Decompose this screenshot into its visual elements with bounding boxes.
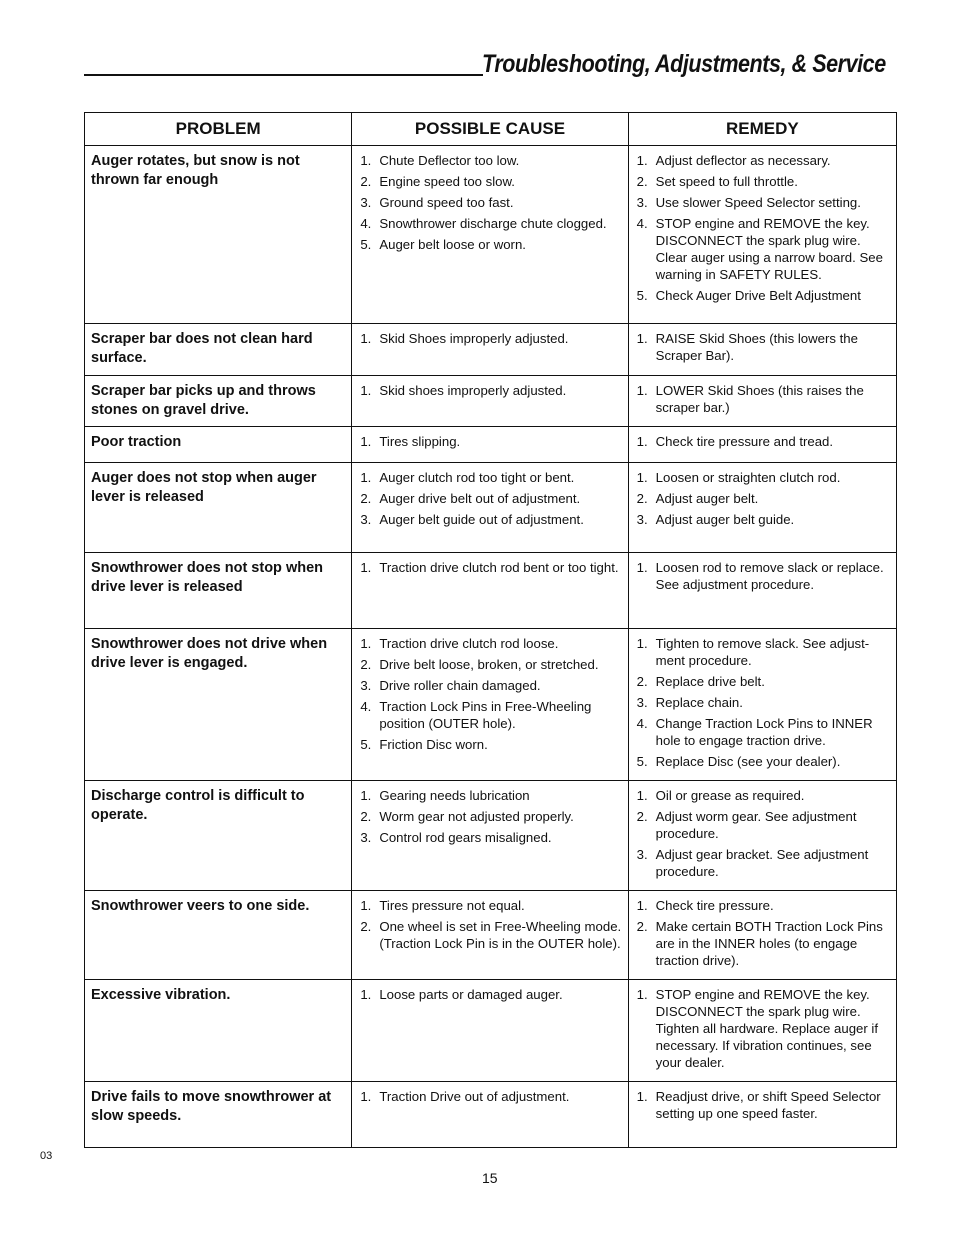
cause-item bbox=[360, 808, 621, 825]
item-number: 1. bbox=[360, 383, 372, 398]
item-number: 2. bbox=[636, 919, 648, 934]
item-number: 5. bbox=[636, 754, 648, 769]
problem-cell: Snowthrower veers to one side. bbox=[85, 891, 352, 980]
item-text: LOWER Skid Shoes (this raises the scraper bar.) bbox=[655, 383, 864, 415]
remedy-item bbox=[637, 152, 890, 169]
remedy-item bbox=[637, 808, 890, 842]
item-number: 5. bbox=[636, 288, 648, 303]
item-text: Use slower Speed Selector setting. bbox=[655, 195, 861, 210]
item-text: Loosen rod to remove slack or replace. See adjustment procedure. bbox=[655, 560, 884, 592]
item-text: STOP engine and REMOVE the key. DISCONNECT the spark plug wire. Clear auger using a narrow board. See warning in SAFETY RULES. bbox=[655, 216, 883, 282]
remedy-item bbox=[637, 194, 890, 211]
item-text: Skid shoes improperly adjusted. bbox=[379, 383, 567, 398]
table-header-row bbox=[85, 113, 897, 146]
remedy-list bbox=[629, 324, 896, 374]
remedy-item bbox=[637, 694, 890, 711]
header-remedy: REMEDY bbox=[628, 113, 896, 146]
table-row bbox=[85, 427, 897, 463]
item-number: 2. bbox=[360, 174, 372, 189]
remedy-cell bbox=[628, 427, 896, 463]
item-number: 2. bbox=[636, 674, 648, 689]
cause-cell bbox=[352, 891, 628, 980]
item-text: Auger belt loose or worn. bbox=[379, 237, 526, 252]
item-text: Drive roller chain damaged. bbox=[379, 678, 541, 693]
item-text: Auger clutch rod too tight or bent. bbox=[379, 470, 575, 485]
item-text: Replace drive belt. bbox=[655, 674, 765, 689]
item-number: 1. bbox=[636, 987, 648, 1002]
cause-list bbox=[352, 427, 627, 460]
item-number: 1. bbox=[636, 898, 648, 913]
table-row bbox=[85, 629, 897, 781]
table-row bbox=[85, 376, 897, 427]
cause-cell bbox=[352, 553, 628, 629]
item-text: Traction Lock Pins in Free-Wheeling position (OUTER hole). bbox=[379, 699, 592, 731]
cause-cell bbox=[352, 376, 628, 427]
item-text: Adjust auger belt. bbox=[655, 491, 759, 506]
cause-list bbox=[352, 980, 627, 1013]
remedy-list bbox=[629, 146, 896, 314]
cause-item bbox=[360, 330, 621, 347]
item-number: 3. bbox=[360, 830, 372, 845]
remedy-item bbox=[637, 918, 890, 969]
cause-cell bbox=[352, 1082, 628, 1148]
header-problem: PROBLEM bbox=[85, 113, 352, 146]
page-number: 15 bbox=[482, 1170, 498, 1186]
problem-cell: Snowthrower does not stop when drive lever is released bbox=[85, 553, 352, 629]
item-number: 2. bbox=[360, 657, 372, 672]
cause-cell bbox=[352, 463, 628, 553]
item-text: Ground speed too fast. bbox=[379, 195, 514, 210]
item-text: Traction drive clutch rod bent or too tight. bbox=[379, 560, 619, 575]
item-number: 3. bbox=[636, 695, 648, 710]
cause-cell bbox=[352, 629, 628, 781]
item-text: Adjust worm gear. See adjustment procedure. bbox=[655, 809, 857, 841]
item-number: 1. bbox=[360, 153, 372, 168]
remedy-list bbox=[629, 980, 896, 1081]
item-number: 4. bbox=[636, 716, 648, 731]
cause-list bbox=[352, 463, 627, 538]
item-number: 1. bbox=[360, 987, 372, 1002]
problem-cell: Drive fails to move snowthrower at slow speeds. bbox=[85, 1082, 352, 1148]
cause-item bbox=[360, 635, 621, 652]
cause-item bbox=[360, 918, 621, 952]
item-text: Traction drive clutch rod loose. bbox=[379, 636, 559, 651]
item-number: 1. bbox=[636, 470, 648, 485]
item-text: Friction Disc worn. bbox=[379, 737, 488, 752]
remedy-list bbox=[629, 629, 896, 780]
remedy-cell bbox=[628, 324, 896, 376]
item-number: 1. bbox=[636, 434, 648, 449]
problem-cell: Discharge control is difficult to operate. bbox=[85, 781, 352, 891]
remedy-item bbox=[637, 433, 890, 450]
remedy-item bbox=[637, 635, 890, 669]
remedy-item bbox=[637, 469, 890, 486]
item-number: 4. bbox=[636, 216, 648, 231]
cause-item bbox=[360, 511, 621, 528]
item-number: 5. bbox=[360, 737, 372, 752]
item-number: 2. bbox=[360, 809, 372, 824]
remedy-list bbox=[629, 463, 896, 538]
item-text: Replace chain. bbox=[655, 695, 743, 710]
item-text: Engine speed too slow. bbox=[379, 174, 515, 189]
remedy-item bbox=[637, 215, 890, 283]
cause-item bbox=[360, 829, 621, 846]
remedy-item bbox=[637, 753, 890, 770]
table-row bbox=[85, 553, 897, 629]
cause-item bbox=[360, 656, 621, 673]
cause-item bbox=[360, 787, 621, 804]
cause-item bbox=[360, 382, 621, 399]
cause-item bbox=[360, 897, 621, 914]
item-text: Gearing needs lubrication bbox=[379, 788, 530, 803]
header-possible-cause: POSSIBLE CAUSE bbox=[352, 113, 628, 146]
item-number: 3. bbox=[636, 512, 648, 527]
remedy-cell bbox=[628, 781, 896, 891]
cause-cell bbox=[352, 324, 628, 376]
item-number: 1. bbox=[360, 636, 372, 651]
cause-item bbox=[360, 559, 621, 576]
item-number: 1. bbox=[636, 331, 648, 346]
item-text: Skid Shoes improperly adjusted. bbox=[379, 331, 569, 346]
item-text: Adjust auger belt guide. bbox=[655, 512, 795, 527]
table-row bbox=[85, 1082, 897, 1148]
cause-item bbox=[360, 677, 621, 694]
remedy-item bbox=[637, 490, 890, 507]
troubleshooting-table bbox=[84, 112, 897, 1148]
item-number: 3. bbox=[636, 847, 648, 862]
item-text: Check tire pressure. bbox=[655, 898, 774, 913]
item-number: 1. bbox=[636, 560, 648, 575]
table-row bbox=[85, 891, 897, 980]
item-number: 1. bbox=[636, 636, 648, 651]
item-text: Replace Disc (see your dealer). bbox=[655, 754, 841, 769]
item-number: 3. bbox=[360, 512, 372, 527]
table-row bbox=[85, 324, 897, 376]
item-number: 3. bbox=[360, 678, 372, 693]
item-number: 1. bbox=[360, 898, 372, 913]
remedy-list bbox=[629, 427, 896, 460]
item-number: 3. bbox=[360, 195, 372, 210]
document-code: 03 bbox=[40, 1150, 53, 1162]
item-text: Snowthrower discharge chute clogged. bbox=[379, 216, 607, 231]
problem-cell: Poor traction bbox=[85, 427, 352, 463]
remedy-list bbox=[629, 891, 896, 979]
item-text: Adjust gear bracket. See adjustment procedure. bbox=[655, 847, 869, 879]
item-text: RAISE Skid Shoes (this lowers the Scraper Bar). bbox=[655, 331, 858, 363]
remedy-cell bbox=[628, 891, 896, 980]
item-number: 1. bbox=[636, 383, 648, 398]
cause-item bbox=[360, 433, 621, 450]
item-text: Set speed to full throttle. bbox=[655, 174, 798, 189]
cause-item bbox=[360, 236, 621, 253]
item-number: 3. bbox=[636, 195, 648, 210]
cause-list bbox=[352, 781, 627, 856]
item-text: Auger drive belt out of adjustment. bbox=[379, 491, 581, 506]
item-text: Tires slipping. bbox=[379, 434, 461, 449]
item-number: 2. bbox=[360, 919, 372, 934]
item-text: Check tire pressure and tread. bbox=[655, 434, 834, 449]
remedy-list bbox=[629, 553, 896, 603]
cause-item bbox=[360, 215, 621, 232]
item-number: 2. bbox=[360, 491, 372, 506]
remedy-item bbox=[637, 287, 890, 304]
page-title: Troubleshooting, Adjustments, & Service bbox=[482, 50, 886, 78]
item-number: 4. bbox=[360, 216, 372, 231]
item-number: 2. bbox=[636, 174, 648, 189]
cause-list bbox=[352, 146, 627, 263]
table-row bbox=[85, 781, 897, 891]
item-text: Loose parts or damaged auger. bbox=[379, 987, 563, 1002]
cause-list bbox=[352, 324, 627, 357]
item-text: Traction Drive out of adjustment. bbox=[379, 1089, 570, 1104]
item-number: 1. bbox=[360, 560, 372, 575]
cause-list bbox=[352, 629, 627, 763]
item-number: 1. bbox=[636, 1089, 648, 1104]
problem-cell: Excessive vibration. bbox=[85, 980, 352, 1082]
item-text: Worm gear not adjusted properly. bbox=[379, 809, 574, 824]
cause-item bbox=[360, 986, 621, 1003]
item-text: One wheel is set in Free-Wheeling mode. (Traction Lock Pin is in the OUTER hole). bbox=[379, 919, 622, 951]
remedy-cell bbox=[628, 463, 896, 553]
remedy-item bbox=[637, 897, 890, 914]
item-number: 1. bbox=[636, 788, 648, 803]
remedy-item bbox=[637, 173, 890, 190]
item-text: Change Traction Lock Pins to INNER hole to engage traction drive. bbox=[655, 716, 873, 748]
cause-list bbox=[352, 891, 627, 962]
cause-list bbox=[352, 376, 627, 409]
remedy-list bbox=[629, 781, 896, 890]
item-text: Auger belt guide out of adjustment. bbox=[379, 512, 584, 527]
problem-cell: Scraper bar does not clean hard surface. bbox=[85, 324, 352, 376]
remedy-list bbox=[629, 1082, 896, 1132]
item-number: 1. bbox=[360, 1089, 372, 1104]
remedy-cell bbox=[628, 629, 896, 781]
item-number: 4. bbox=[360, 699, 372, 714]
cause-list bbox=[352, 553, 627, 586]
table-row bbox=[85, 980, 897, 1082]
item-text: STOP engine and REMOVE the key. DISCONNECT the spark plug wire. Tighten all hardware. Replace auger if necessary. If vibration continues, see your dealer. bbox=[655, 987, 879, 1070]
remedy-item bbox=[637, 511, 890, 528]
cause-cell bbox=[352, 427, 628, 463]
cause-item bbox=[360, 152, 621, 169]
remedy-cell bbox=[628, 146, 896, 324]
remedy-item bbox=[637, 1088, 890, 1122]
item-number: 1. bbox=[360, 331, 372, 346]
item-number: 2. bbox=[636, 809, 648, 824]
item-text: Make certain BOTH Traction Lock Pins are in the INNER holes (to engage traction drive). bbox=[655, 919, 883, 968]
remedy-item bbox=[637, 787, 890, 804]
remedy-list bbox=[629, 376, 896, 426]
cause-item bbox=[360, 1088, 621, 1105]
remedy-item bbox=[637, 382, 890, 416]
item-number: 1. bbox=[360, 434, 372, 449]
cause-cell bbox=[352, 146, 628, 324]
table-row bbox=[85, 463, 897, 553]
item-text: Tighten to remove slack. See adjust-ment procedure. bbox=[655, 636, 870, 668]
cause-item bbox=[360, 469, 621, 486]
cause-cell bbox=[352, 980, 628, 1082]
cause-item bbox=[360, 490, 621, 507]
item-number: 2. bbox=[636, 491, 648, 506]
item-text: Loosen or straighten clutch rod. bbox=[655, 470, 841, 485]
remedy-cell bbox=[628, 553, 896, 629]
remedy-cell bbox=[628, 376, 896, 427]
item-text: Tires pressure not equal. bbox=[379, 898, 525, 913]
table-row bbox=[85, 146, 897, 324]
item-text: Oil or grease as required. bbox=[655, 788, 805, 803]
remedy-item bbox=[637, 330, 890, 364]
cause-item bbox=[360, 736, 621, 753]
problem-cell: Auger does not stop when auger lever is released bbox=[85, 463, 352, 553]
item-text: Chute Deflector too low. bbox=[379, 153, 520, 168]
cause-item bbox=[360, 194, 621, 211]
header-rule bbox=[84, 74, 483, 76]
item-number: 1. bbox=[636, 153, 648, 168]
remedy-cell bbox=[628, 1082, 896, 1148]
cause-item bbox=[360, 698, 621, 732]
cause-item bbox=[360, 173, 621, 190]
item-text: Control rod gears misaligned. bbox=[379, 830, 552, 845]
remedy-item bbox=[637, 559, 890, 593]
problem-cell: Snowthrower does not drive when drive lever is engaged. bbox=[85, 629, 352, 781]
item-text: Adjust deflector as necessary. bbox=[655, 153, 831, 168]
remedy-item bbox=[637, 673, 890, 690]
item-text: Check Auger Drive Belt Adjustment bbox=[655, 288, 861, 303]
remedy-item bbox=[637, 986, 890, 1071]
remedy-item bbox=[637, 715, 890, 749]
cause-cell bbox=[352, 781, 628, 891]
problem-cell: Auger rotates, but snow is not thrown far enough bbox=[85, 146, 352, 324]
remedy-cell bbox=[628, 980, 896, 1082]
item-number: 1. bbox=[360, 470, 372, 485]
item-text: Readjust drive, or shift Speed Selector setting up one speed faster. bbox=[655, 1089, 881, 1121]
remedy-item bbox=[637, 846, 890, 880]
item-number: 1. bbox=[360, 788, 372, 803]
item-text: Drive belt loose, broken, or stretched. bbox=[379, 657, 599, 672]
item-number: 5. bbox=[360, 237, 372, 252]
cause-list bbox=[352, 1082, 627, 1115]
problem-cell: Scraper bar picks up and throws stones on gravel drive. bbox=[85, 376, 352, 427]
